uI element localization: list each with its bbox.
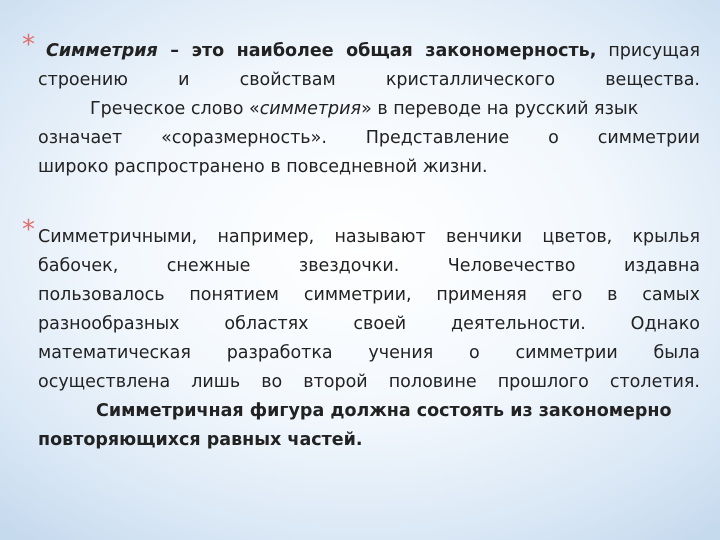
text-line: математическая разработка учения о симметрии была <box>38 343 700 363</box>
greek-word-before: Греческое слово « <box>90 99 260 119</box>
term-symmetry: Симметрия <box>46 41 158 61</box>
text-line: означает «соразмерность». Представление о симметрии <box>38 128 700 148</box>
paragraph-symmetry-definition <box>38 37 700 182</box>
text-line <box>38 37 700 66</box>
text-line: широко распространено в повседневной жизни. <box>38 157 488 177</box>
greek-word-after: » в переводе на русский язык <box>361 99 639 119</box>
definition-rest: присущая <box>596 41 700 61</box>
text-line <box>38 95 700 124</box>
greek-word-term: симметрия <box>259 99 362 119</box>
text-line: бабочек, снежные звездочки. Человечество издавна <box>38 256 700 276</box>
text-line: пользовалось понятием симметрии, применяя его в самых <box>38 285 700 305</box>
definition-bold: – это наиболее общая закономерность, <box>157 41 597 61</box>
symmetric-figure-statement: Симметричная фигура должна состоять из закономерно <box>96 401 672 421</box>
text-line: строению и свойствам кристаллического вещества. <box>38 70 700 90</box>
asterisk-bullet-icon: * <box>22 215 35 245</box>
symmetric-figure-statement-end: повторяющихся равных частей. <box>38 430 363 450</box>
asterisk-bullet-icon: * <box>22 30 35 60</box>
text-line: разнообразных областях своей деятельности. Однако <box>38 314 700 334</box>
text-line: осуществлена лишь во второй половине прошлого столетия. <box>38 372 700 392</box>
paragraph-symmetry-examples <box>38 223 700 455</box>
text-line: Симметричными, например, называют венчики цветов, крылья <box>38 227 700 247</box>
